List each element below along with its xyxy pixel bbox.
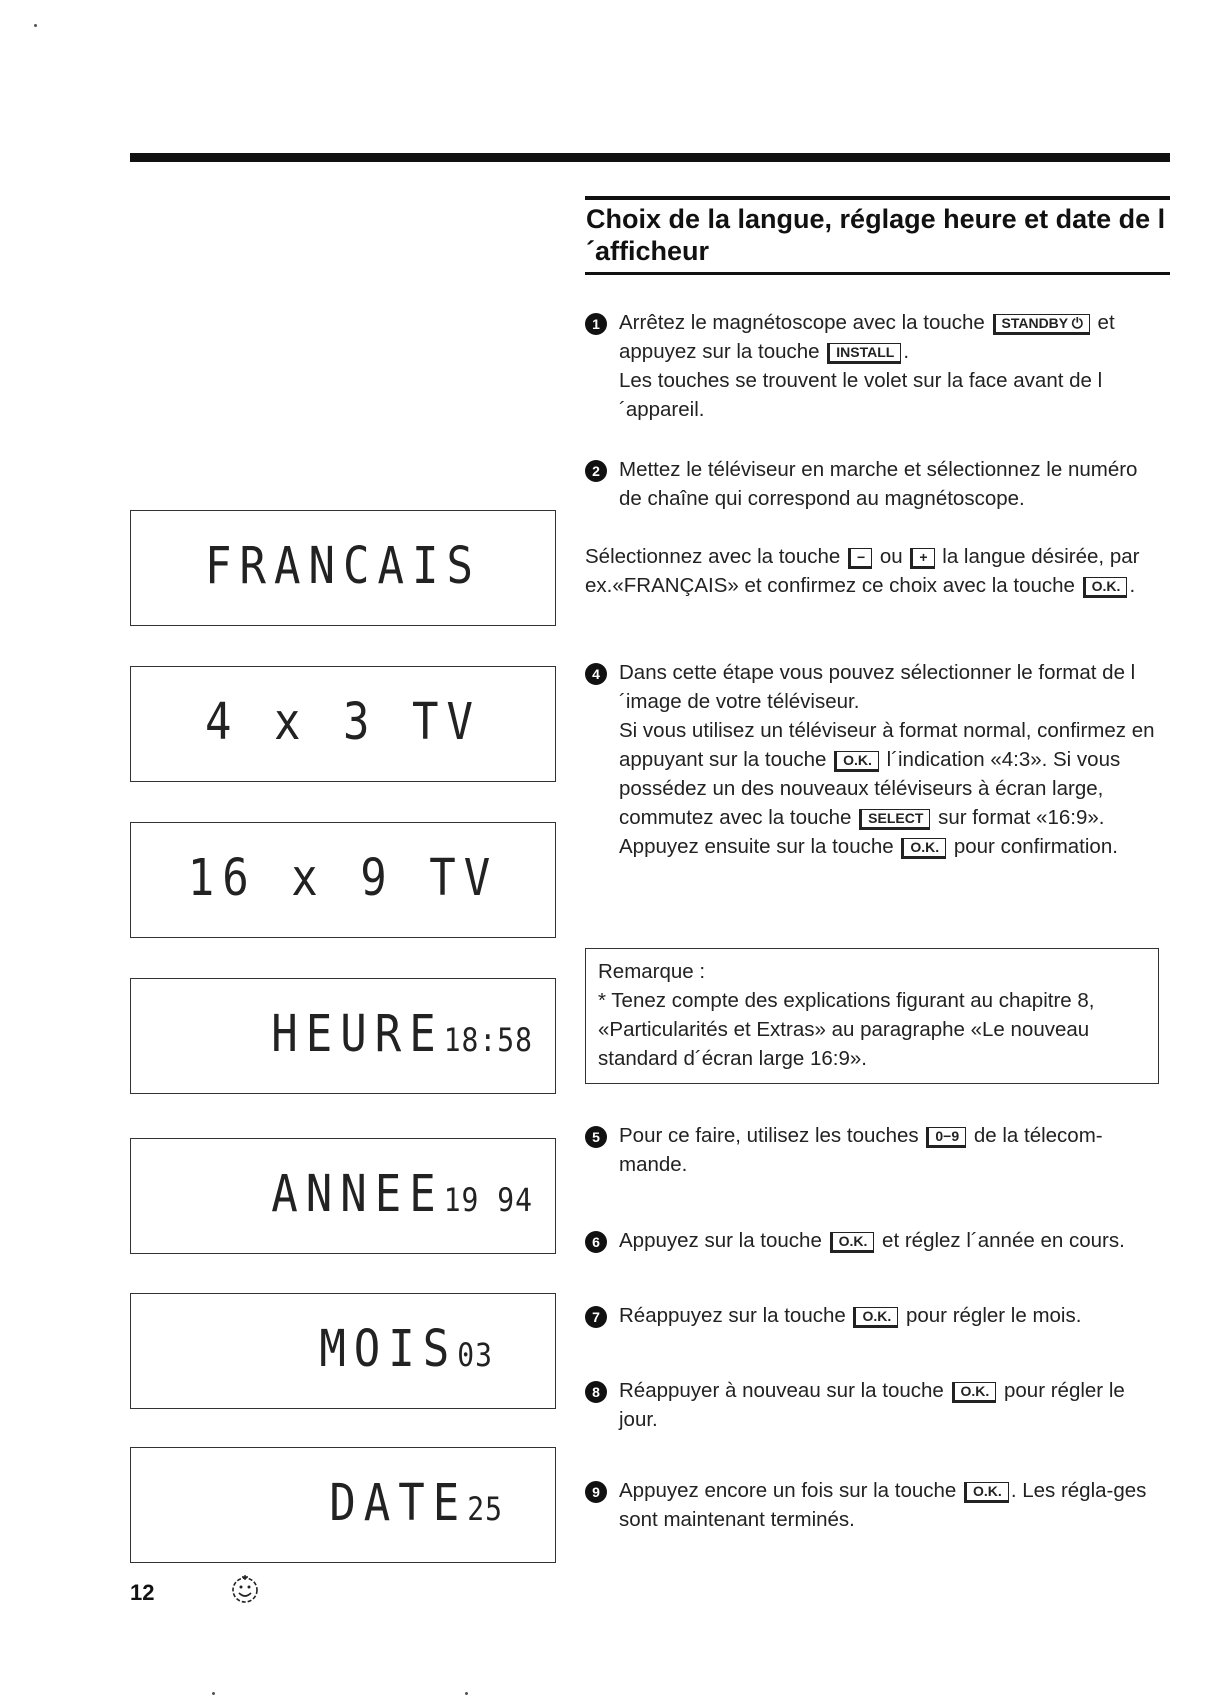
display-time-text bbox=[271, 1005, 533, 1064]
display-format-4x3-text: 4 x 3 TV bbox=[205, 693, 481, 752]
step-4-text-c: l´indication «4:3». Si vous possédez un des nouveaux téléviseurs à écran large, commutez avec la touche bbox=[619, 748, 1121, 829]
step-8-text-a: Réappuyer à nouveau sur la touche bbox=[619, 1379, 944, 1402]
ok-key: O.K. bbox=[964, 1482, 1009, 1503]
ok-key: O.K. bbox=[901, 838, 946, 859]
display-format-16x9-text: 16 x 9 TV bbox=[187, 849, 499, 908]
note-title: Remarque : bbox=[598, 960, 706, 983]
step-6-text-a: Appuyez sur la touche bbox=[619, 1229, 822, 1252]
digits-key: 0−9 bbox=[926, 1127, 966, 1148]
display-month-text bbox=[319, 1320, 493, 1379]
step-4-text-d: sur format «16:9». bbox=[938, 806, 1105, 829]
step-4-text-e: Appuyez ensuite sur la touche bbox=[619, 835, 894, 858]
step-8 bbox=[585, 1376, 1165, 1434]
step-3-text-d: . bbox=[1129, 574, 1136, 597]
display-time-label: HEURE bbox=[271, 1005, 444, 1064]
display-month-label: MOIS bbox=[319, 1320, 458, 1379]
ok-key: O.K. bbox=[952, 1382, 997, 1403]
step-3-text-a: Sélectionnez avec la touche bbox=[585, 545, 841, 568]
step-3 bbox=[585, 542, 1165, 600]
display-language bbox=[130, 510, 556, 626]
step-7-text-b: pour régler le mois. bbox=[905, 1304, 1082, 1327]
step-8-number-icon: 8 bbox=[585, 1381, 607, 1403]
step-9-text-a: Appuyez encore un fois sur la touche bbox=[619, 1479, 957, 1502]
display-month bbox=[130, 1293, 556, 1409]
step-7-text-a: Réappuyez sur la touche bbox=[619, 1304, 846, 1327]
step-6-text-b: et réglez l´année en cours. bbox=[882, 1229, 1125, 1252]
minus-key: − bbox=[848, 548, 872, 569]
ok-key: O.K. bbox=[853, 1307, 898, 1328]
step-6-number-icon: 6 bbox=[585, 1231, 607, 1253]
install-key: INSTALL bbox=[827, 343, 901, 364]
standby-key: STANDBY ⏻ bbox=[993, 314, 1090, 335]
heading-rule-bottom bbox=[585, 272, 1170, 275]
step-4-text-f: pour confirmation. bbox=[953, 835, 1118, 858]
step-3-text-c: la langue désirée, par ex.«FRANÇAIS» et confirmez ce choix avec la touche bbox=[585, 545, 1140, 597]
step-9-text-b: . Les régla-ges sont maintenant terminés. bbox=[619, 1479, 1147, 1531]
display-time-value: 18:58 bbox=[443, 1021, 533, 1060]
display-month-value: 03 bbox=[457, 1336, 493, 1375]
step-5-text-b: de la télecom-mande. bbox=[619, 1124, 1103, 1176]
step-4-number-icon: 4 bbox=[585, 663, 607, 685]
display-year-label: ANNEE bbox=[271, 1165, 444, 1224]
note-text: * Tenez compte des explications figurant au chapitre 8, «Particularités et Extras» au paragraphe «Le nouveau standard d´écran large 16:9». bbox=[598, 989, 1095, 1070]
stray-dot bbox=[212, 1692, 215, 1695]
eco-smiley-svg bbox=[228, 1572, 262, 1606]
step-1-text-d: Les touches se trouvent le volet sur la face avant de l´appareil. bbox=[619, 369, 1103, 421]
display-language-text: FRANCAIS bbox=[205, 537, 481, 596]
display-format-4x3 bbox=[130, 666, 556, 782]
section-heading: Choix de la langue, réglage heure et date de l´afficheur bbox=[586, 204, 1166, 266]
step-7 bbox=[585, 1301, 1165, 1330]
step-1-text-a: Arrêtez le magnétoscope avec la touche bbox=[619, 311, 985, 334]
step-5-number-icon: 5 bbox=[585, 1126, 607, 1148]
step-2-number-icon: 2 bbox=[585, 460, 607, 482]
display-time bbox=[130, 978, 556, 1094]
step-7-number-icon: 7 bbox=[585, 1306, 607, 1328]
step-3-text-b: ou bbox=[879, 545, 903, 568]
display-year-value: 19 94 bbox=[443, 1181, 533, 1220]
eco-smiley-icon bbox=[228, 1572, 262, 1606]
step-1-text-c: . bbox=[903, 340, 910, 363]
step-2-text: Mettez le téléviseur en marche et sélectionnez le numéro de chaîne qui correspond au magnétoscope. bbox=[619, 458, 1138, 510]
select-key: SELECT bbox=[859, 809, 930, 830]
page-number: 12 bbox=[130, 1580, 155, 1605]
ok-key: O.K. bbox=[834, 751, 879, 772]
step-4-text-b: Si vous utilisez un téléviseur à format normal, confirmez en appuyant sur la touche bbox=[619, 719, 1155, 771]
step-4 bbox=[585, 658, 1165, 861]
display-date-text bbox=[329, 1474, 503, 1533]
step-9 bbox=[585, 1476, 1165, 1534]
step-5-text-a: Pour ce faire, utilisez les touches bbox=[619, 1124, 919, 1147]
display-date bbox=[130, 1447, 556, 1563]
display-date-label: DATE bbox=[329, 1474, 468, 1533]
step-4-text-a: Dans cette étape vous pouvez sélectionner le format de l´image de votre téléviseur. bbox=[619, 661, 1136, 713]
ok-key: O.K. bbox=[830, 1232, 875, 1253]
stray-dot bbox=[34, 24, 37, 27]
step-1-number-icon: 1 bbox=[585, 313, 607, 335]
display-year-text bbox=[271, 1165, 533, 1224]
step-1-text-b: et appuyez sur la touche bbox=[619, 311, 1115, 363]
step-5 bbox=[585, 1121, 1165, 1179]
step-8-text-b: pour régler le jour. bbox=[619, 1379, 1125, 1431]
step-6 bbox=[585, 1226, 1165, 1255]
stray-dot bbox=[465, 1692, 468, 1695]
heading-rule-top bbox=[585, 196, 1170, 200]
step-2 bbox=[585, 455, 1165, 513]
note-box bbox=[585, 948, 1159, 1084]
display-date-value: 25 bbox=[467, 1490, 503, 1529]
plus-key: + bbox=[910, 548, 934, 569]
display-format-16x9 bbox=[130, 822, 556, 938]
step-9-number-icon: 9 bbox=[585, 1481, 607, 1503]
ok-key: O.K. bbox=[1083, 577, 1128, 598]
step-1 bbox=[585, 308, 1165, 424]
display-year bbox=[130, 1138, 556, 1254]
top-rule bbox=[130, 153, 1170, 162]
